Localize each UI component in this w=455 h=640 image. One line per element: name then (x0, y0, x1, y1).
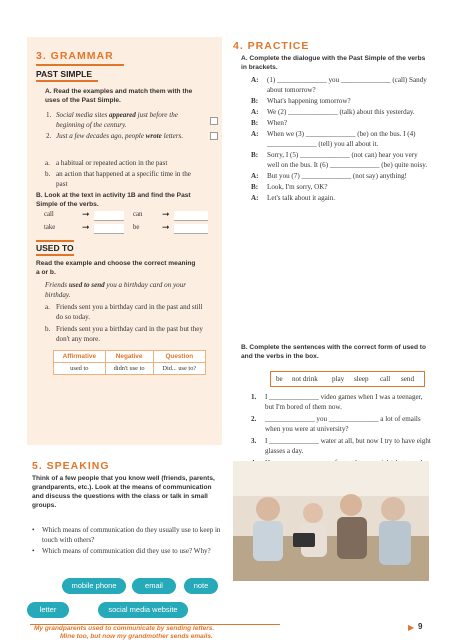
speaking-question-2: • Which means of communication did they use to use? Why? (32, 547, 211, 555)
speaking-instruction: Think of a few people that you know well (friends, parents, grandparents, etc.). Look at the means of communication and discuss the questions with the class or talk in small groups. (32, 475, 215, 509)
verb-take: take (44, 224, 56, 231)
verb-answer-be[interactable] (174, 224, 208, 234)
verb-call: call (44, 211, 54, 218)
practice-instruction-b: B. Complete the sentences with the correct form of used to and the verbs in the box. (241, 344, 427, 360)
sentence-item: 1. I ______________ video games when I was a teenager, but I'm bored of them now. (251, 393, 423, 411)
option-a-letter: a. (45, 303, 50, 311)
dialogue-line: A: We (2) ______________ (talk) about this yesterday. (251, 108, 415, 116)
dialogue (251, 75, 431, 204)
dialogue-line: B: Look, I'm sorry, OK? (251, 183, 328, 191)
use-b-letter: b. (45, 170, 51, 178)
verb-can: can (133, 211, 143, 218)
grammar-instruction-a: A. Read the examples and match them with the uses of the Past Simple. (45, 88, 193, 104)
verb-be: be (133, 224, 140, 231)
arrow-icon: ➞ (162, 222, 170, 232)
arrow-icon: ➞ (82, 222, 90, 232)
bubble-mobile-phone: mobile phone (62, 578, 126, 594)
bubble-note: note (184, 578, 218, 594)
table-header-negative: Negative (105, 351, 153, 363)
used-to-table (53, 350, 206, 375)
dialogue-line: A: But you (7) ______________ (not say) anything! (251, 172, 407, 180)
bullet-icon: • (32, 526, 35, 534)
used-to-example: Friends used to send you a birthday card on your birthday. (45, 281, 187, 299)
page-number: 9 (418, 622, 423, 631)
word-be: be (276, 375, 283, 383)
used-to-rule (36, 254, 74, 256)
example-2-number: 2. (46, 132, 52, 140)
word-play: play (332, 375, 345, 383)
dialogue-line: A: Let's talk about it again. (251, 194, 336, 202)
bubble-email: email (132, 578, 176, 594)
option-b-letter: b. (45, 325, 51, 333)
page-arrow-icon: ▶ (408, 623, 415, 632)
grammar-example-1: 1. Social media sites appeared just before the beginning of the century. (46, 111, 178, 129)
dialogue-line: B: When? (251, 119, 288, 127)
arrow-icon: ➞ (162, 209, 170, 219)
grammar-example-2: 2. Just a few decades ago, people wrote letters. (46, 132, 184, 140)
dialogue-line: A: When we (3) ______________ (be) on the bus. I (4) ______________ (tell) you all about it. (251, 130, 416, 148)
word-call: call (380, 375, 391, 383)
grammar-instruction-b: B. Look at the text in activity 1B and find the Past Simple of the verbs. (36, 192, 191, 208)
option-b-text: Friends sent you a birthday card in the past but they don't any more. (56, 325, 203, 343)
bubble-letter: letter (27, 602, 69, 618)
table-cell-question: Did... use to? (153, 363, 205, 375)
grammar-rule (36, 64, 124, 66)
option-a-text: Friends sent you a birthday card in the past and still do so today. (56, 303, 203, 321)
table-header-affirmative: Affirmative (54, 351, 106, 363)
practice-heading: 4. PRACTICE (233, 40, 310, 52)
match-box-2[interactable] (210, 132, 218, 140)
word-sleep: sleep (354, 375, 369, 383)
speaking-heading: 5. SPEAKING (32, 460, 110, 472)
used-to-heading: USED TO (36, 243, 74, 253)
table-header-question: Question (153, 351, 205, 363)
sentence-item: 3. I ______________ water at all, but now I try to have eight glasses a day. (251, 437, 431, 455)
word-send: send (401, 375, 415, 383)
verb-answer-can[interactable] (174, 211, 208, 221)
match-box-1[interactable] (210, 117, 218, 125)
sentence-item: 2. ______________ you ______________ a lot of emails when you were at university? (251, 415, 421, 433)
used-to-instruction: Read the example and choose the correct meaning a or b. (36, 260, 196, 276)
bubble-social-media: social media website (98, 602, 188, 618)
bullet-icon: • (32, 547, 35, 555)
use-b-text: an action that happened at a specific time in the past (56, 170, 191, 188)
dialogue-line: B: Sorry, I (5) ______________ (not can) hear you very well on the bus. It (6) ______________ (be) quite noisy. (251, 151, 428, 169)
used-to-rule-top (36, 240, 74, 242)
speaking-question-1: • Which means of communication do they usually use to keep in touch with others? (32, 526, 221, 544)
table-cell-negative: didn't use to (105, 363, 153, 375)
use-a-text: a habitual or repeated action in the past (56, 159, 168, 167)
past-simple-heading: PAST SIMPLE (36, 69, 93, 79)
verb-answer-call[interactable] (94, 211, 124, 221)
speaking-example-1: My grandparents used to communicate by sending letters. (34, 625, 215, 632)
verb-answer-take[interactable] (94, 224, 124, 234)
arrow-icon: ➞ (82, 209, 90, 219)
dialogue-line: B: What's happening tomorrow? (251, 97, 351, 105)
word-not-drink: not drink (292, 375, 318, 383)
table-cell-affirmative: used to (54, 363, 106, 375)
dialogue-line: A: (1) ______________ you ______________ (call) Sandy about tomorrow? (251, 76, 427, 94)
grammar-heading: 3. GRAMMAR (36, 50, 114, 62)
practice-instruction-a: A. Complete the dialogue with the Past Simple of the verbs in brackets. (241, 55, 426, 71)
example-1-number: 1. (46, 111, 52, 119)
family-photo (233, 461, 429, 581)
speaking-example-2: Mine too, but now my grandmother sends emails. (60, 633, 213, 640)
use-a-letter: a. (45, 159, 50, 167)
past-simple-rule (36, 80, 98, 82)
